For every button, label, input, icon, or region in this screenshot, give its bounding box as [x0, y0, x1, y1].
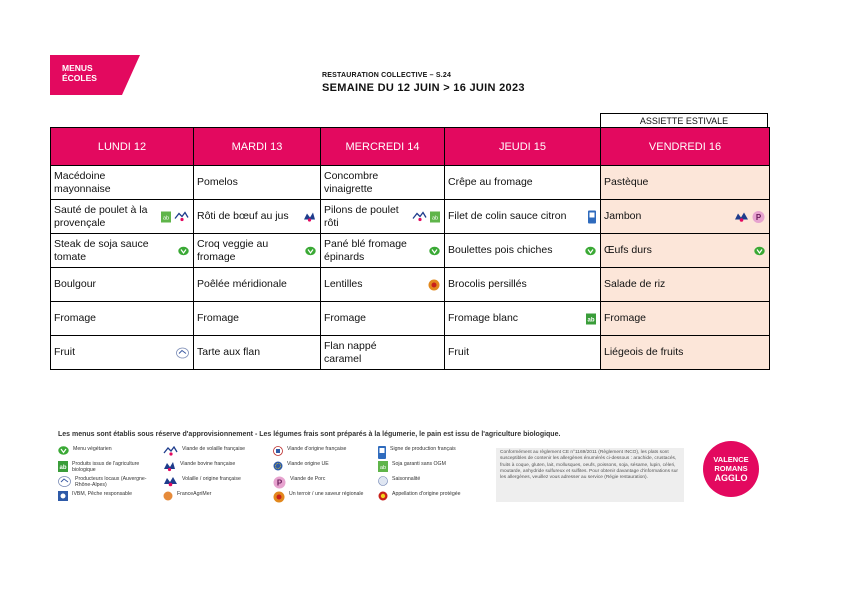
dish-cell: [445, 268, 601, 302]
menu-row: [51, 234, 770, 268]
legend-item: [163, 446, 263, 458]
legend-label: Saisonnalité: [392, 476, 421, 482]
dish-icons: [176, 347, 189, 358]
legend-item: [378, 461, 478, 474]
menu-row: [51, 302, 770, 336]
legend-label: Viande de Porc: [290, 476, 326, 482]
dish-cell: [194, 166, 321, 200]
dish-cell: [51, 200, 194, 234]
dish-cell: [51, 268, 194, 302]
vegetarian-icon: [585, 246, 596, 255]
dish-name: Tarte aux flan: [197, 346, 261, 358]
page-title: SEMAINE DU 12 JUIN > 16 JUIN 2023: [322, 82, 525, 94]
legend-label: Signe de production français: [390, 446, 456, 452]
pork-p-icon: [752, 210, 765, 223]
legend-item: [58, 491, 158, 503]
dish-icons: [588, 210, 596, 223]
badge-line1: MENUS: [62, 63, 93, 73]
agglo-line1: VALENCE: [713, 455, 749, 464]
dish-icons: [734, 210, 765, 223]
dish-icons: [428, 279, 440, 291]
french-poultry-icon: [412, 212, 427, 222]
legend-label: Produits issus de l'agriculture biologique: [72, 461, 140, 473]
dish-cell: [194, 200, 321, 234]
legend-label: IVBM, Pêche responsable: [72, 491, 132, 497]
day-header: VENDREDI 16: [601, 128, 770, 166]
regional-origin-icon: [273, 491, 285, 505]
dish-cell: [445, 200, 601, 234]
dish-name: Fromage: [197, 312, 240, 324]
aop-icon: [378, 491, 388, 503]
organic-ab-icon: [58, 461, 68, 474]
bleu-blanc-coeur-icon: [58, 491, 68, 503]
dish-cell: [194, 302, 321, 336]
legend-item: [273, 446, 373, 458]
dish-name: Fromage: [604, 312, 647, 324]
french-meat-icon: [303, 211, 316, 222]
dish-name: Fromage: [324, 312, 367, 324]
dish-icons: [754, 246, 765, 255]
dish-name: Pomelos: [197, 176, 238, 188]
valence-romans-agglo-logo: [702, 440, 760, 498]
dish-cell: [445, 302, 601, 336]
legend-item: [378, 476, 478, 488]
legend-label: Appellation d'origine protégée: [392, 491, 461, 497]
menu-row: [51, 200, 770, 234]
menu-table: [50, 127, 770, 370]
dish-cell: [601, 234, 770, 268]
dish-cell: [194, 268, 321, 302]
menu-row: [51, 336, 770, 370]
dish-cell: [321, 234, 445, 268]
legend-item: [378, 446, 478, 461]
label-green-icon: [378, 461, 388, 474]
legend-label: Volaille / origine française: [182, 476, 241, 482]
dish-icons: [161, 211, 189, 222]
dish-name: Jambon: [604, 210, 642, 222]
seasonal-icon: [378, 476, 388, 488]
french-poultry-icon: [163, 446, 178, 458]
dish-cell: [601, 166, 770, 200]
legend-item: [163, 461, 263, 474]
dish-cell: [51, 336, 194, 370]
dish-cell: [321, 302, 445, 336]
label-green-icon: [161, 211, 171, 222]
dish-cell: [51, 234, 194, 268]
french-meat-icon: [163, 461, 176, 474]
dish-cell: [321, 336, 445, 370]
dish-cell: [51, 166, 194, 200]
dish-icons: [429, 246, 440, 255]
legend-label: Producteurs locaux (Auvergne-Rhône-Alpes): [75, 476, 147, 488]
svg-text:ab: ab: [587, 317, 595, 323]
dish-name: Liégeois de fruits: [604, 346, 684, 358]
agglo-line3: AGGLO: [714, 473, 748, 483]
day-header: JEUDI 15: [445, 128, 601, 166]
day-header: MARDI 13: [194, 128, 321, 166]
menu-row: [51, 166, 770, 200]
dish-name: Sauté de poulet à la provençale: [54, 203, 148, 229]
dish-name: Fruit: [54, 346, 75, 358]
dish-icons: [178, 246, 189, 255]
pork-p-icon: [273, 476, 286, 491]
dish-cell: [194, 234, 321, 268]
dish-name: Pané blé fromage épinards: [324, 237, 407, 263]
local-producer-icon: [176, 347, 189, 358]
legend-item: [58, 446, 158, 457]
vegetarian-icon: [754, 246, 765, 255]
dish-name: Macédoine mayonnaise: [54, 169, 111, 195]
dish-name: Filet de colin sauce citron: [448, 210, 567, 222]
vegetarian-icon: [58, 446, 69, 457]
regional-origin-icon: [428, 279, 440, 291]
legend-item: [273, 491, 373, 505]
svg-text:P: P: [276, 478, 283, 488]
msc-fish-icon: [588, 210, 596, 223]
french-poultry-icon: [174, 212, 189, 222]
legend-label: Menu végétarien: [73, 446, 112, 452]
legend-label: Viande de volaille française: [182, 446, 246, 452]
msc-fish-icon: [378, 446, 386, 461]
legend-label: FranceAgriMer: [177, 491, 212, 497]
dish-name: Steak de soja sauce tomate: [54, 237, 149, 263]
dish-name: Boulgour: [54, 278, 97, 290]
svg-text:ab: ab: [431, 215, 439, 221]
legend-item: [163, 491, 263, 503]
badge-line2: ÉCOLES: [62, 73, 97, 83]
vegetarian-icon: [305, 246, 316, 255]
dish-name: Pilons de poulet rôti: [324, 203, 399, 229]
dish-name: Lentilles: [324, 278, 363, 290]
legend-intro: Les menus sont établis sous réserve d'approvisionnement - Les légumes frais sont préparés à la légumerie, le pain est issu de l'agriculture biologique.: [58, 431, 561, 438]
dish-cell: [445, 234, 601, 268]
dish-name: Flan nappé caramel: [324, 339, 377, 365]
eu-origin-icon: [273, 461, 283, 473]
agglo-line2: ROMANS: [714, 464, 748, 473]
legend-item: [273, 476, 373, 491]
dish-name: Brocolis persillés: [448, 278, 527, 290]
organic-ab-icon: [586, 313, 596, 324]
svg-text:P: P: [755, 212, 762, 222]
dish-cell: [321, 166, 445, 200]
dish-icons: [305, 246, 316, 255]
dish-name: Fruit: [448, 346, 469, 358]
dish-cell: [601, 336, 770, 370]
dish-cell: [51, 302, 194, 336]
menu-row: [51, 268, 770, 302]
dish-icons: [303, 211, 316, 222]
dish-icons: [412, 211, 440, 222]
vegetarian-icon: [178, 246, 189, 255]
dish-name: Fromage blanc: [448, 312, 519, 324]
dish-cell: [194, 336, 321, 370]
dish-icons: [585, 246, 596, 255]
dish-name: Crêpe au fromage: [448, 176, 533, 188]
dish-name: Boulettes pois chiches: [448, 244, 553, 256]
dish-cell: [601, 268, 770, 302]
dish-cell: [445, 336, 601, 370]
france-agrimer-icon: [163, 491, 173, 503]
day-header: MERCREDI 14: [321, 128, 445, 166]
french-pork-icon: [163, 476, 178, 489]
day-header: LUNDI 12: [51, 128, 194, 166]
dish-cell: [445, 166, 601, 200]
legend-label: Soja garanti sans OGM: [392, 461, 446, 467]
svg-text:ab: ab: [59, 465, 67, 471]
dish-cell: [601, 200, 770, 234]
svg-text:ab: ab: [379, 465, 387, 471]
legend-label: Un terroir / une saveur régionale: [289, 491, 364, 497]
legend-item: [163, 476, 263, 489]
dish-name: Rôti de bœuf au jus: [197, 210, 289, 222]
vegetarian-icon: [429, 246, 440, 255]
legend-label: Viande bovine française: [180, 461, 236, 467]
dish-name: Œufs durs: [604, 244, 652, 256]
dish-name: Poêlée méridionale: [197, 278, 287, 290]
dish-cell: [321, 268, 445, 302]
svg-text:ab: ab: [162, 215, 170, 221]
allergen-notice: Conformément au règlement CE n°1169/2011 (Règlement INCO), les plats sont susceptibles de contenir les allergènes énumérés ci-dessous : arachide, crustacés, fruits à coque, gluten, lait, mollusques, oeufs, poissons, soja, sésame, lupin, céleri, moutarde, anhydride sulfureux et sulfites. Pour obtenir davantage d'informations sur les allergènes, veuillez vous adresser au service (Régie restauration).: [496, 448, 684, 502]
french-pork-icon: [734, 211, 749, 222]
legend-label: Viande origine UE: [287, 461, 329, 467]
french-origin-icon: [273, 446, 283, 458]
dish-icons: [586, 313, 596, 324]
legend-item: [378, 491, 478, 503]
menus-ecoles-badge: [50, 55, 140, 95]
dish-cell: [321, 200, 445, 234]
dish-name: Croq veggie au fromage: [197, 237, 269, 263]
days-header-row: [51, 128, 770, 166]
legend-item: [273, 461, 373, 473]
header-kicker: RESTAURATION COLLECTIVE – S.24: [322, 72, 452, 79]
local-producer-icon: [58, 476, 71, 489]
dish-cell: [601, 302, 770, 336]
dish-name: Fromage: [54, 312, 97, 324]
estival-label: ASSIETTE ESTIVALE: [600, 113, 768, 127]
dish-name: Concombre vinaigrette: [324, 169, 379, 195]
dish-name: Pastèque: [604, 176, 649, 188]
legend-label: Viande d'origine française: [287, 446, 347, 452]
label-green-icon: [430, 211, 440, 222]
dish-name: Salade de riz: [604, 278, 666, 290]
legend-item: [58, 476, 158, 489]
legend-item: [58, 461, 158, 474]
